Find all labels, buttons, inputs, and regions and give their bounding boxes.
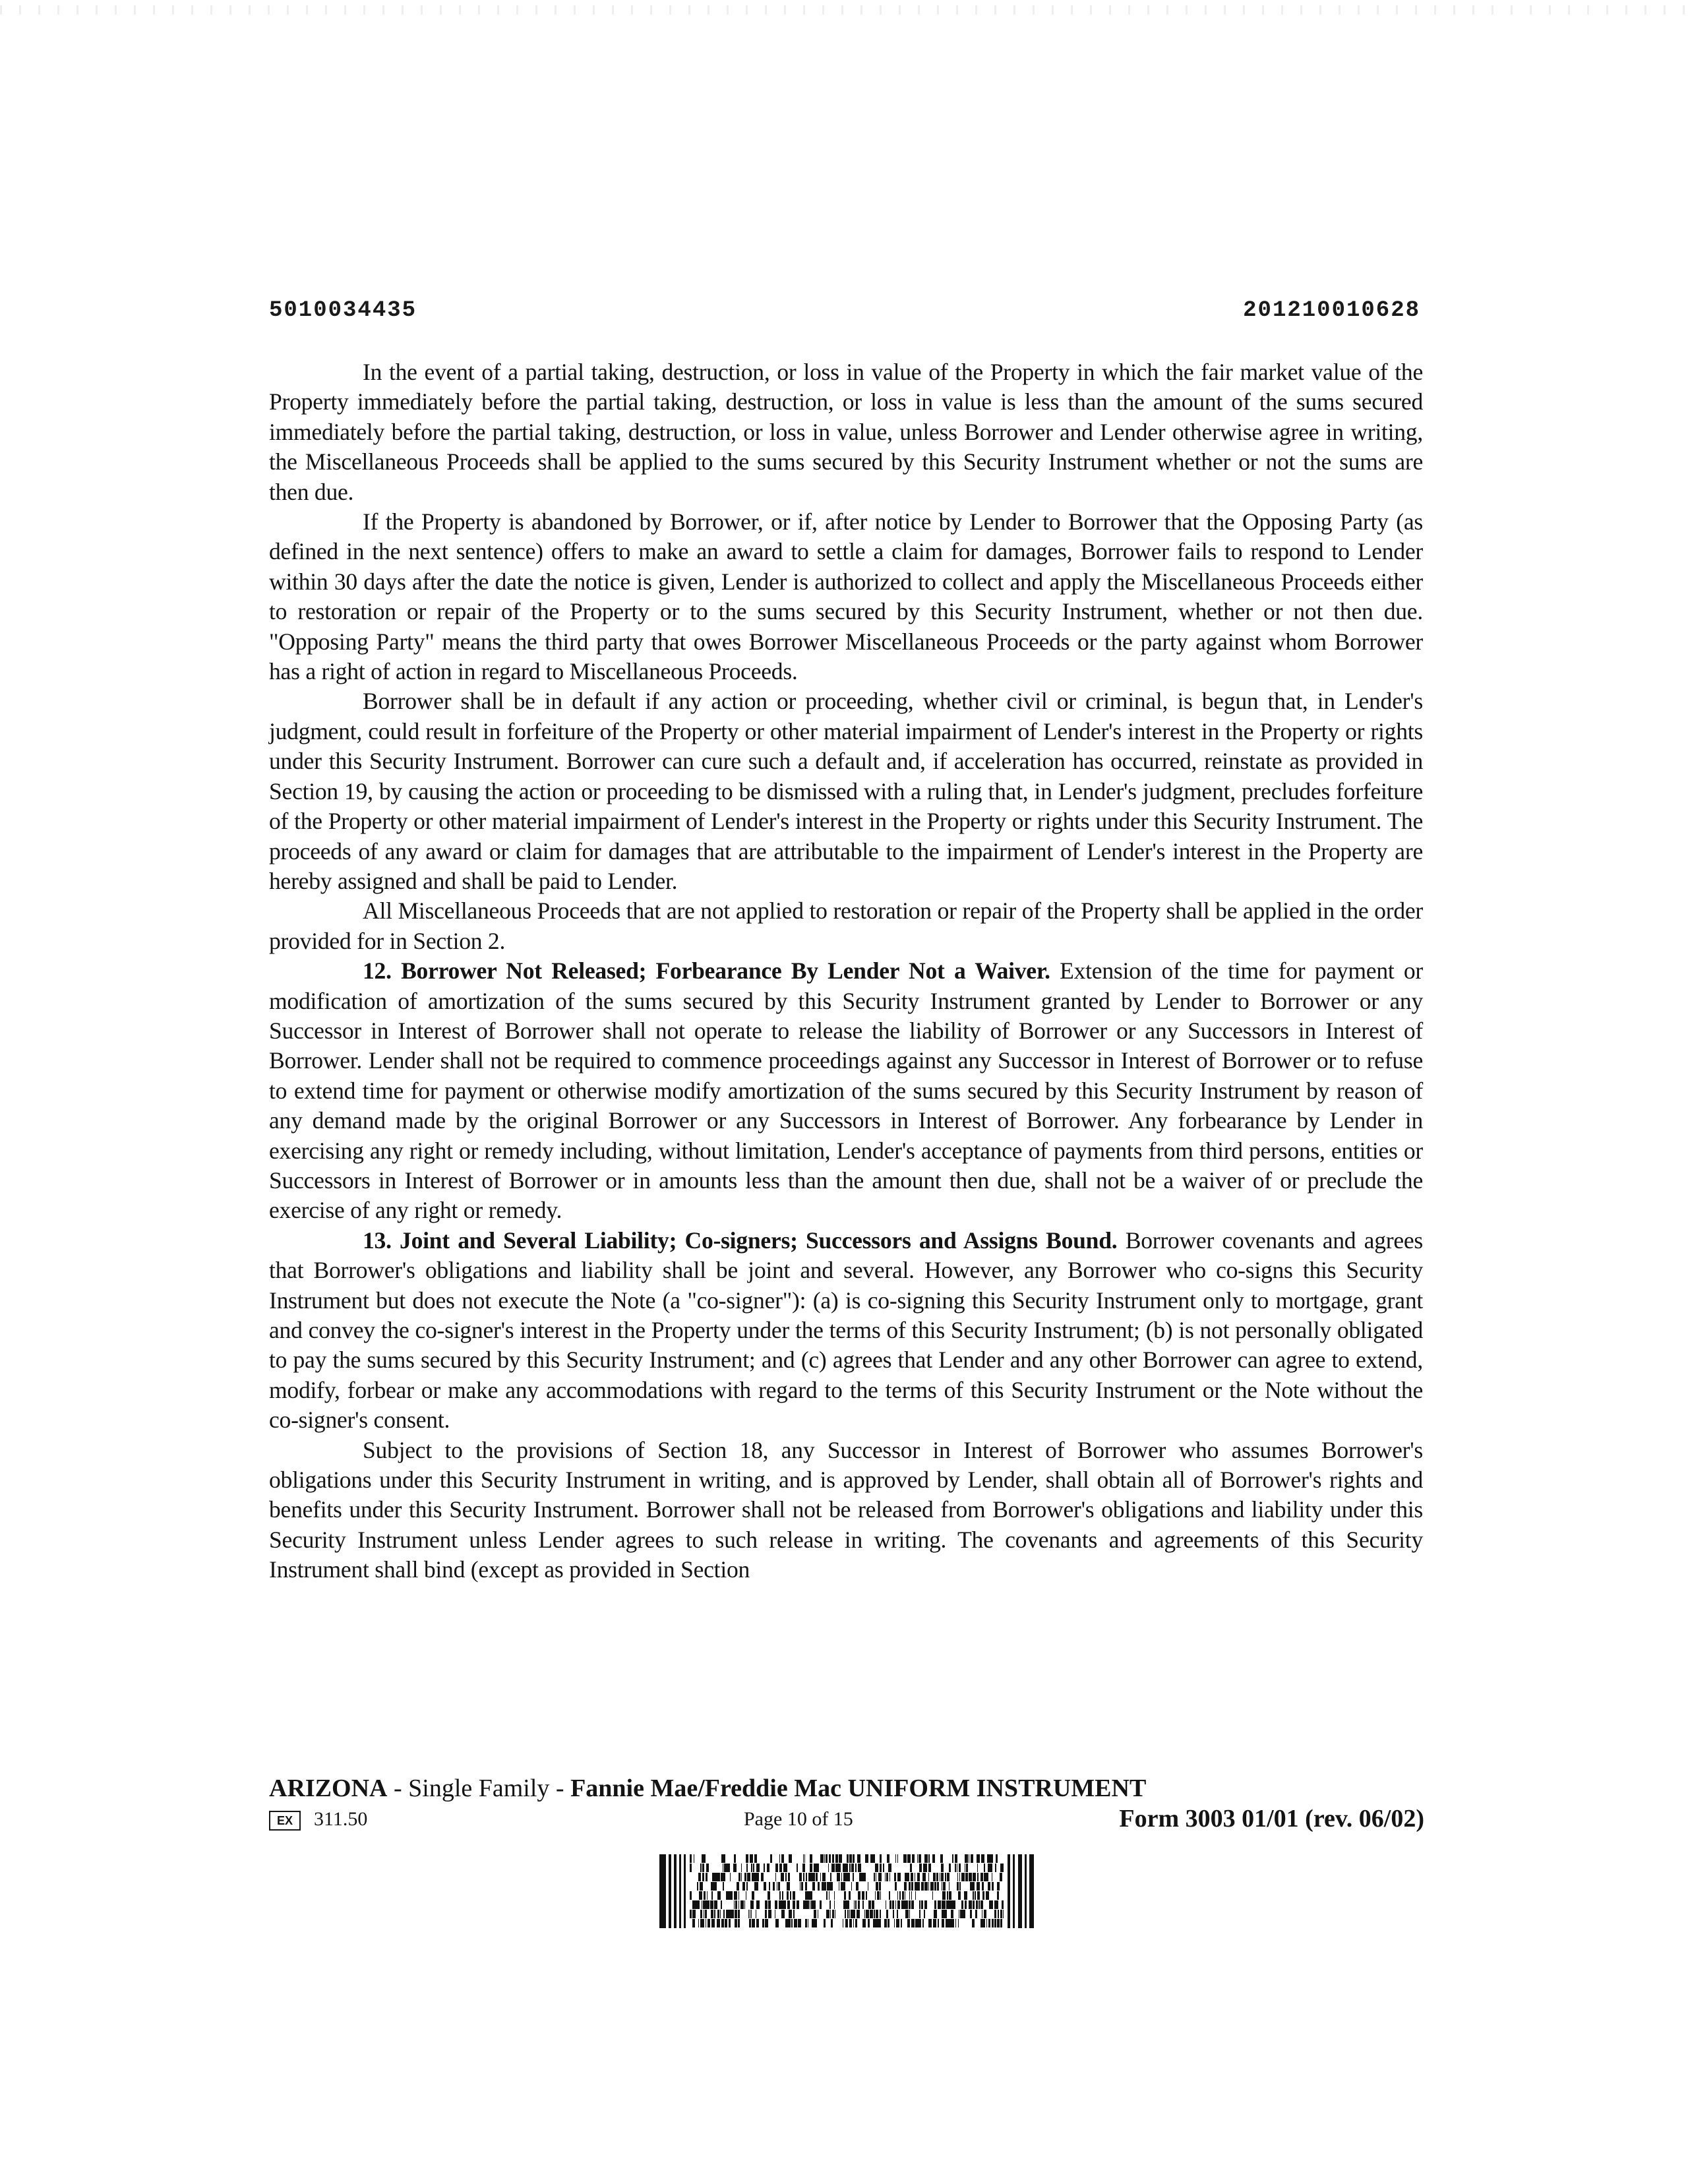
footer-state: ARIZONA <box>269 1774 388 1802</box>
footer-instrument: Fannie Mae/Freddie Mac UNIFORM INSTRUMENT <box>570 1774 1147 1802</box>
scan-artifact <box>0 5 1688 15</box>
form-code: 311.50 <box>314 1808 368 1830</box>
paragraph-default-action: Borrower shall be in default if any action or proceeding, whether civil or criminal, is begun that, in Lender's judgment, could result in forfeiture of the Property or other material impairment of Lender's interest in the Property or rights under this Security Instrument. Borrower can cure such a default and, if acceleration has occurred, reinstate as provided in Section 19, by causing the action or proceeding to be dismissed with a ruling that, in Lender's judgment, precludes forfeiture of the Property or other material impairment of Lender's interest in the Property or rights under this Security Instrument. The proceeds of any award or claim for damages that are attributable to the impairment of Lender's interest in the Property are hereby assigned and shall be paid to Lender. <box>269 688 1423 894</box>
paragraph-misc-proceeds: All Miscellaneous Proceeds that are not applied to restoration or repair of the Property shall be applied in the order provided for in Section 2. <box>269 897 1423 954</box>
footer-instrument-line: ARIZONA - Single Family - Fannie Mae/Freddie Mac UNIFORM INSTRUMENT <box>269 1774 1147 1802</box>
paragraph-successors: Subject to the provisions of Section 18, any Successor in Interest of Borrower who assumes Borrower's obligations under this Security Instrument in writing, and is approved by Lender, shall obtain all of Borrower's rights and benefits under this Security Instrument. Borrower shall not be released from Borrower's obligations and liability under this Security Instrument unless Lender agrees to such release in writing. The covenants and agreements of this Security Instrument shall bind (except as provided in Section <box>269 1436 1423 1583</box>
document-number: 201210010628 <box>1243 298 1420 323</box>
footer-form-line <box>269 1805 1424 1838</box>
page-number: Page 10 of 15 <box>744 1808 853 1830</box>
form-number: Form 3003 01/01 (rev. 06/02) <box>1119 1805 1424 1833</box>
pdf417-barcode-icon <box>659 1854 1034 1928</box>
paragraph-partial-taking: In the event of a partial taking, destruction, or loss in value of the Property in which the fair market value of the Property immediately before the partial taking, destruction, or loss in value is less than the amount of the sums secured immediately before the partial taking, destruction, or loss in value, unless Borrower and Lender otherwise agree in writing, the Miscellaneous Proceeds shall be applied to the sums secured by this Security Instrument whether or not the sums are then due. <box>269 359 1423 505</box>
paragraph-abandoned-property: If the Property is abandoned by Borrower, or if, after notice by Lender to Borrower that the Opposing Party (as defined in the next sentence) offers to make an award to settle a claim for damages, Borrower fails to respond to Lender within 30 days after the date the notice is given, Lender is authorized to collect and apply the Miscellaneous Proceeds either to restoration or repair of the Property or to the sums secured by this Security Instrument, whether or not then due. "Opposing Party" means the third party that owes Borrower Miscellaneous Proceeds or the party against whom Borrower has a right of action in regard to Miscellaneous Proceeds. <box>269 508 1423 685</box>
ex-logo-icon: EX <box>269 1811 301 1831</box>
section-12-heading: 12. Borrower Not Released; Forbearance By Lender Not a Waiver. <box>363 957 1050 985</box>
loan-number: 5010034435 <box>269 298 417 323</box>
section-13-heading: 13. Joint and Several Liability; Co-signers; Successors and Assigns Bound. <box>363 1227 1118 1254</box>
document-body <box>269 357 1423 1585</box>
section-12: 12. Borrower Not Released; Forbearance By Lender Not a Waiver. Extension of the time for payment or modification of amortization of the sums secured by this Security Instrument granted by Lender to Borrower or any Successor in Interest of Borrower shall not operate to release the liability of Borrower or any Successors in Interest of Borrower. Lender shall not be required to commence proceedings against any Successor in Interest of Borrower or to refuse to extend time for payment or otherwise modify amortization of the sums secured by this Security Instrument by reason of any demand made by the original Borrower or any Successors in Interest of Borrower. Any forbearance by Lender in exercising any right or remedy including, without limitation, Lender's acceptance of payments from third persons, entities or Successors in Interest of Borrower or in amounts less than the amount then due, shall not be a waiver of or preclude the exercise of any right or remedy. <box>269 957 1424 1224</box>
section-13: 13. Joint and Several Liability; Co-signers; Successors and Assigns Bound. Borrower covenants and agrees that Borrower's obligations and liability shall be joint and several. However, any Borrower who co-signs this Security Instrument but does not execute the Note (a "co-signer"): (a) is co-signing this Security Instrument only to mortgage, grant and convey the co-signer's interest in the Property under the terms of this Security Instrument; (b) is not personally obligated to pay the sums secured by this Security Instrument; and (c) agrees that Lender and any other Borrower can agree to extend, modify, forbear or make any accommodations with regard to the terms of this Security Instrument or the Note without the co-signer's consent. <box>269 1227 1424 1434</box>
